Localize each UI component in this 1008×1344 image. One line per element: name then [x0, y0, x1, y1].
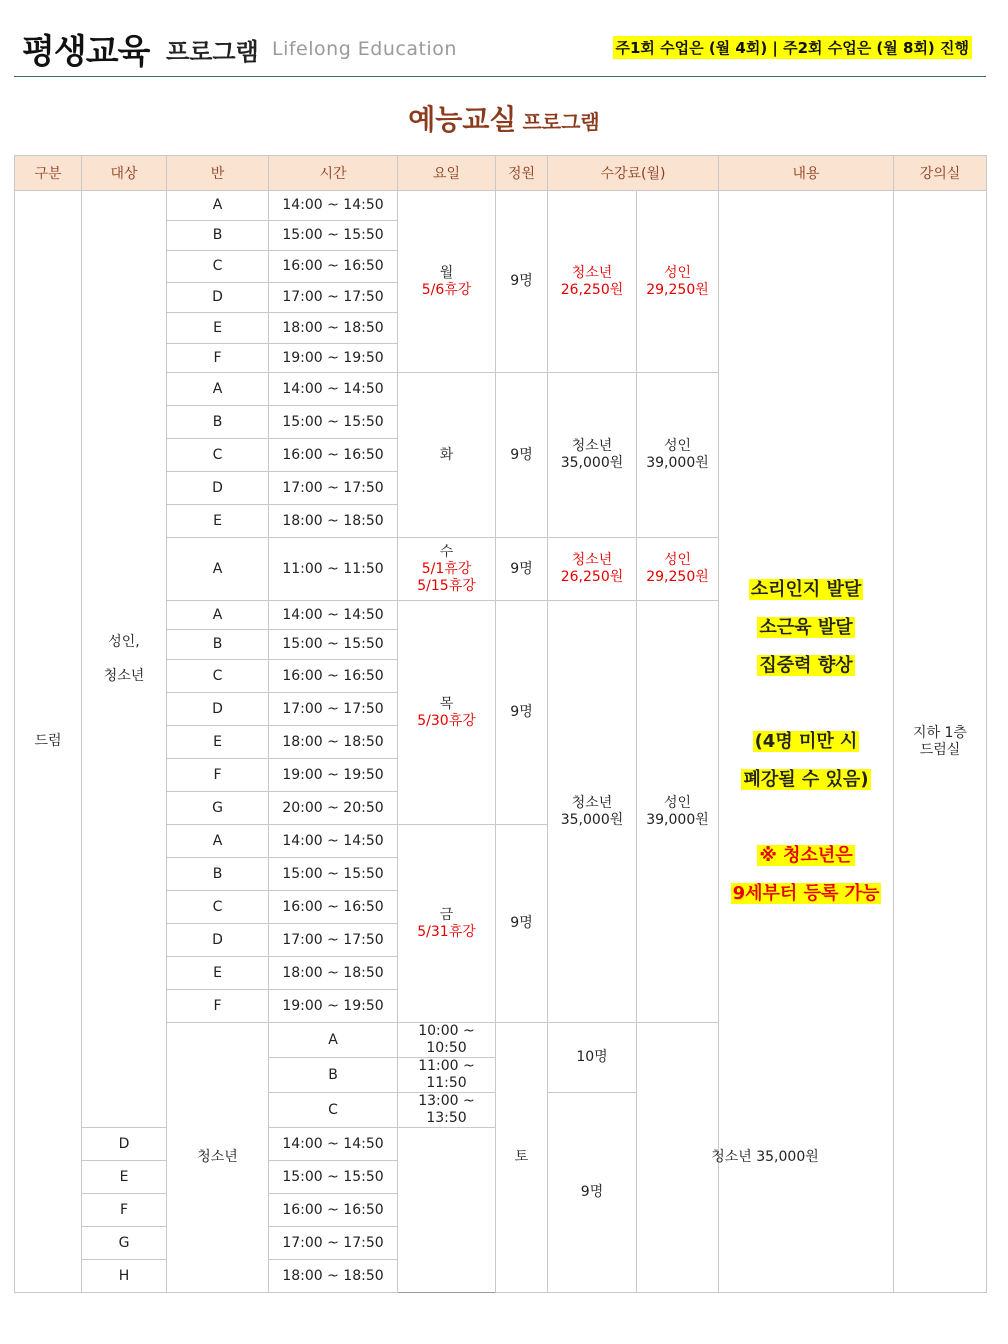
ban-cell: E	[167, 726, 269, 759]
target-adult-cell: 성인, 청소년	[82, 191, 167, 1128]
col-header: 강의실	[894, 156, 987, 191]
ban-cell: F	[167, 990, 269, 1023]
table-row	[15, 191, 987, 221]
ban-cell: G	[167, 792, 269, 825]
time-cell: 17:00 ~ 17:50	[269, 283, 398, 313]
day-cell: 수 5/1휴강 5/15휴강	[398, 538, 496, 601]
time-cell: 10:00 ~ 10:50	[398, 1023, 496, 1058]
ban-cell: C	[167, 891, 269, 924]
time-cell: 16:00 ~ 16:50	[269, 660, 398, 693]
time-cell: 15:00 ~ 15:50	[269, 630, 398, 660]
time-cell: 19:00 ~ 19:50	[269, 990, 398, 1023]
time-cell: 11:00 ~ 11:50	[398, 1058, 496, 1093]
header-title-english: Lifelong Education	[272, 38, 457, 60]
fee-adult-cell: 성인 29,250원	[637, 191, 719, 373]
day-cell: 목 5/30휴강	[398, 601, 496, 825]
time-cell: 19:00 ~ 19:50	[269, 344, 398, 373]
ban-cell: F	[167, 759, 269, 792]
ban-cell: C	[167, 660, 269, 693]
fee-adult-cell: 성인 39,000원	[637, 373, 719, 538]
ban-cell: G	[82, 1227, 167, 1260]
time-cell: 18:00 ~ 18:50	[269, 726, 398, 759]
time-cell: 13:00 ~ 13:50	[398, 1093, 496, 1128]
time-cell: 15:00 ~ 15:50	[269, 858, 398, 891]
col-header: 반	[167, 156, 269, 191]
day-cell: 월 5/6휴강	[398, 191, 496, 373]
time-cell: 18:00 ~ 18:50	[269, 1260, 398, 1293]
target-youth-cell: 청소년	[167, 1023, 269, 1293]
day-cell: 토	[496, 1023, 548, 1293]
col-header: 내용	[719, 156, 894, 191]
day-cell: 금 5/31휴강	[398, 825, 496, 1023]
time-cell: 14:00 ~ 14:50	[269, 825, 398, 858]
schedule-table	[14, 155, 987, 1293]
session-notice: 주1회 수업은 (월 4회) | 주2회 수업은 (월 8회) 진행	[613, 36, 973, 59]
col-header: 대상	[82, 156, 167, 191]
col-header: 정원	[496, 156, 548, 191]
capacity-cell: 9명	[496, 825, 548, 1023]
time-cell: 14:00 ~ 14:50	[269, 373, 398, 406]
time-cell: 17:00 ~ 17:50	[269, 1227, 398, 1260]
room-cell: 지하 1층 드럼실	[894, 191, 987, 1293]
col-header: 수강료(월)	[548, 156, 719, 191]
ban-cell: E	[167, 505, 269, 538]
capacity-cell: 9명	[496, 191, 548, 373]
ban-cell: B	[167, 406, 269, 439]
fee-adult-cell: 성인 39,000원	[637, 601, 719, 1023]
ban-cell: E	[167, 313, 269, 344]
header-title-main: 평생교육	[22, 32, 150, 72]
ban-cell: D	[167, 472, 269, 505]
fee-youth-cell: 청소년 35,000원	[548, 601, 637, 1023]
time-cell: 17:00 ~ 17:50	[269, 472, 398, 505]
time-cell: 16:00 ~ 16:50	[269, 891, 398, 924]
ban-cell: C	[269, 1093, 398, 1128]
time-cell: 14:00 ~ 14:50	[269, 1128, 398, 1161]
fee-youth-cell: 청소년 26,250원	[548, 191, 637, 373]
time-cell: 19:00 ~ 19:50	[269, 759, 398, 792]
ban-cell: B	[167, 858, 269, 891]
ban-cell: A	[167, 601, 269, 630]
time-cell: 18:00 ~ 18:50	[269, 957, 398, 990]
page-title-main: 예능교실	[408, 103, 517, 136]
ban-cell: C	[167, 439, 269, 472]
fee-youth-cell: 청소년 26,250원	[548, 538, 637, 601]
time-cell: 20:00 ~ 20:50	[269, 792, 398, 825]
time-cell: 14:00 ~ 14:50	[269, 601, 398, 630]
ban-cell: A	[167, 373, 269, 406]
time-cell: 15:00 ~ 15:50	[269, 1161, 398, 1194]
ban-cell: F	[82, 1194, 167, 1227]
time-cell: 16:00 ~ 16:50	[269, 1194, 398, 1227]
time-cell: 17:00 ~ 17:50	[269, 693, 398, 726]
ban-cell: A	[167, 538, 269, 601]
ban-cell: B	[167, 221, 269, 251]
ban-cell: B	[167, 630, 269, 660]
ban-cell: D	[167, 924, 269, 957]
content-cell: 소리인지 발달 소근육 발달 집중력 향상 (4명 미만 시 폐강될 수 있음) ※ 청소년은 9세부터 등록 가능	[719, 191, 894, 1293]
ban-cell: E	[167, 957, 269, 990]
col-header: 요일	[398, 156, 496, 191]
col-header: 구분	[15, 156, 82, 191]
fee-cell: 청소년 35,000원	[637, 1023, 894, 1293]
header-title-sub: 프로그램	[166, 38, 259, 66]
ban-cell: H	[82, 1260, 167, 1293]
time-cell: 15:00 ~ 15:50	[269, 406, 398, 439]
time-cell: 15:00 ~ 15:50	[269, 221, 398, 251]
time-cell: 11:00 ~ 11:50	[269, 538, 398, 601]
time-cell: 14:00 ~ 14:50	[269, 191, 398, 221]
time-cell: 16:00 ~ 16:50	[269, 251, 398, 283]
time-cell: 18:00 ~ 18:50	[269, 505, 398, 538]
page-title-sub: 프로그램	[522, 110, 600, 134]
ban-cell: C	[167, 251, 269, 283]
time-cell: 16:00 ~ 16:50	[269, 439, 398, 472]
time-cell: 18:00 ~ 18:50	[269, 313, 398, 344]
page-title	[0, 98, 1008, 138]
time-cell: 17:00 ~ 17:50	[269, 924, 398, 957]
capacity-cell: 9명	[496, 373, 548, 538]
capacity-cell: 10명	[548, 1023, 637, 1093]
capacity-cell: 9명	[496, 538, 548, 601]
ban-cell: F	[167, 344, 269, 373]
ban-cell: B	[269, 1058, 398, 1093]
ban-cell: D	[167, 283, 269, 313]
ban-cell: A	[167, 825, 269, 858]
ban-cell: A	[167, 191, 269, 221]
fee-adult-cell: 성인 29,250원	[637, 538, 719, 601]
category-cell: 드럼	[15, 191, 82, 1293]
ban-cell: D	[82, 1128, 167, 1161]
fee-youth-cell: 청소년 35,000원	[548, 373, 637, 538]
day-cell: 화	[398, 373, 496, 538]
page-header	[14, 14, 986, 77]
ban-cell: A	[269, 1023, 398, 1058]
table-header-row	[15, 156, 987, 191]
capacity-cell: 9명	[548, 1093, 637, 1293]
ban-cell: D	[167, 693, 269, 726]
capacity-cell: 9명	[496, 601, 548, 825]
col-header: 시간	[269, 156, 398, 191]
ban-cell: E	[82, 1161, 167, 1194]
